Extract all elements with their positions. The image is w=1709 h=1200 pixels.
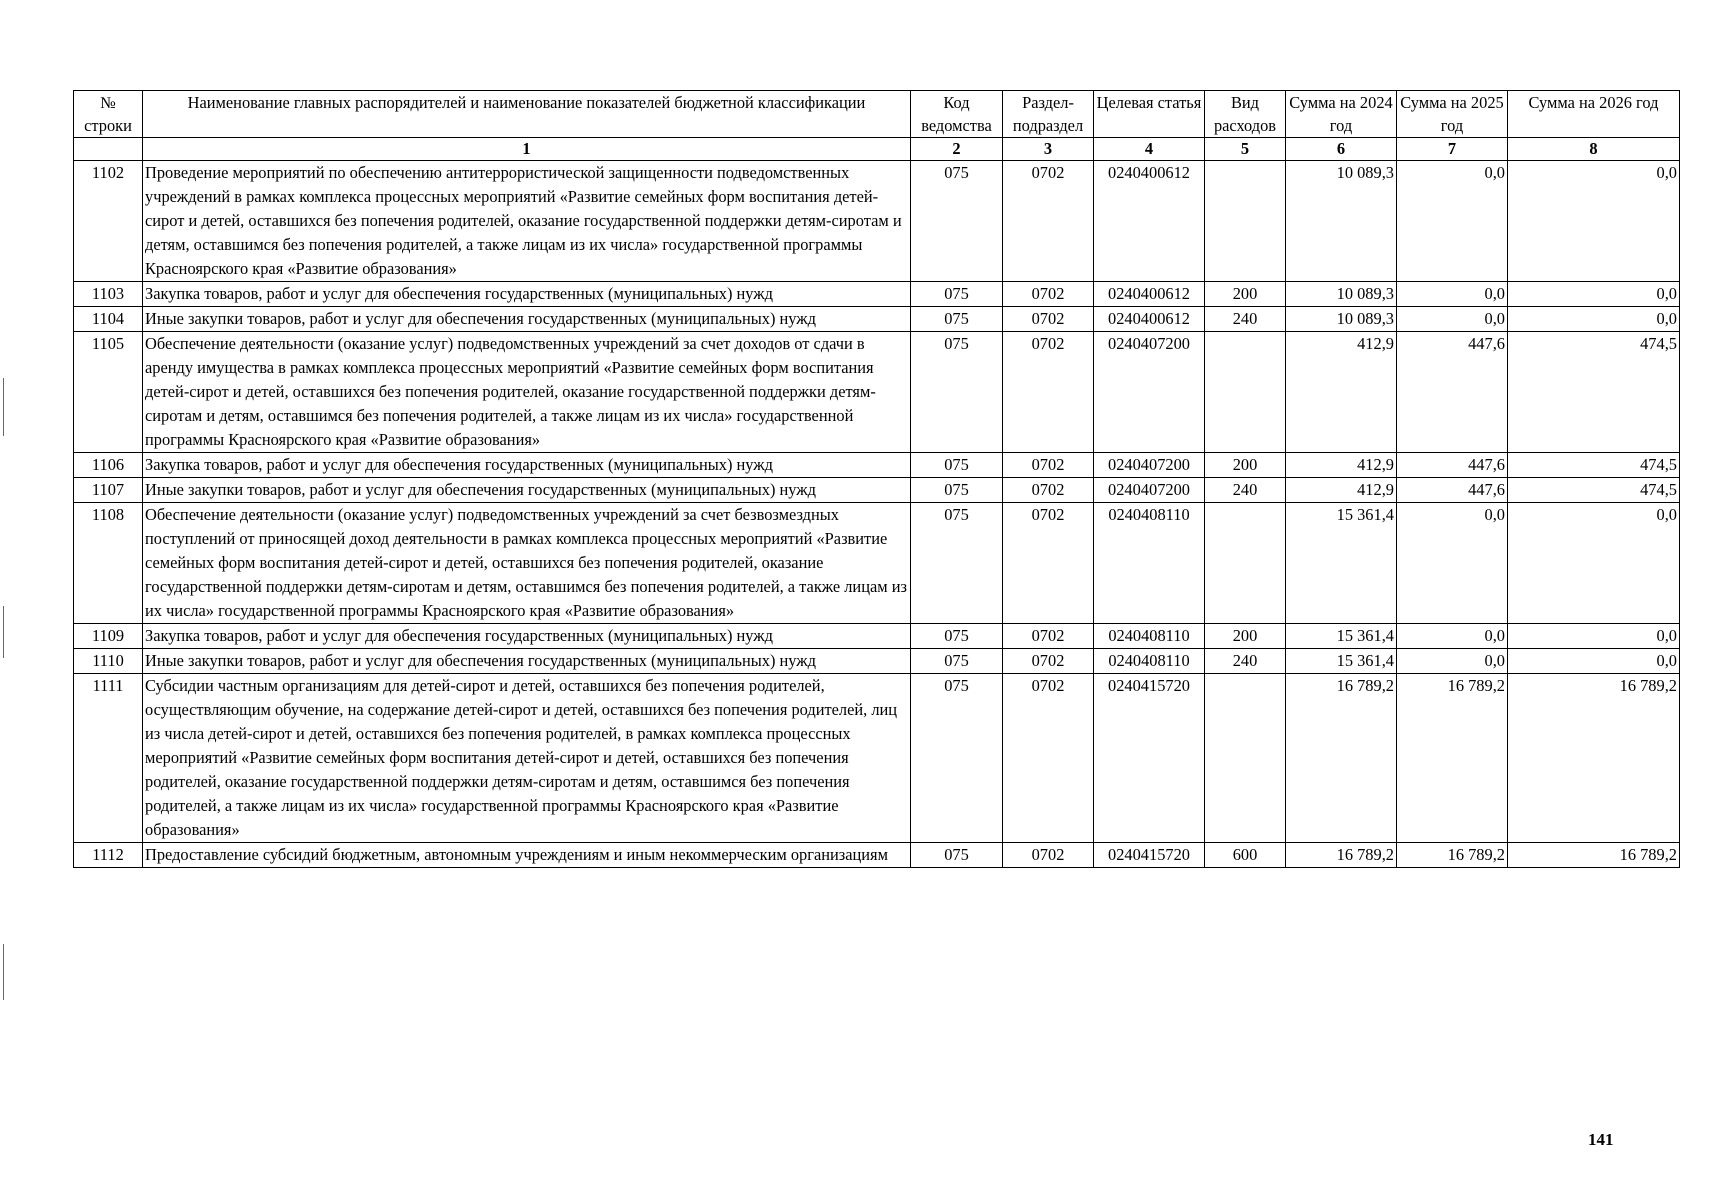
sum-2026-cell: 474,5: [1508, 453, 1680, 478]
section-cell: 0702: [1003, 478, 1094, 503]
sum-2024-cell: 10 089,3: [1286, 161, 1397, 282]
table-row: [74, 843, 1680, 868]
dept-code-cell: 075: [911, 307, 1003, 332]
section-cell: 0702: [1003, 161, 1094, 282]
row-number-cell: 1107: [74, 478, 143, 503]
target-cell: 0240407200: [1094, 453, 1205, 478]
row-number-cell: 1106: [74, 453, 143, 478]
sum-2025-cell: 0,0: [1397, 624, 1508, 649]
name-cell: Закупка товаров, работ и услуг для обеспечения государственных (муниципальных) нужд: [143, 624, 911, 649]
sum-2024-cell: 412,9: [1286, 332, 1397, 453]
sum-2025-cell: 0,0: [1397, 503, 1508, 624]
column-number: 3: [1003, 138, 1094, 161]
dept-code-cell: 075: [911, 624, 1003, 649]
dept-code-cell: 075: [911, 649, 1003, 674]
sum-2026-cell: 16 789,2: [1508, 843, 1680, 868]
target-cell: 0240400612: [1094, 161, 1205, 282]
column-number: 6: [1286, 138, 1397, 161]
target-cell: 0240400612: [1094, 307, 1205, 332]
expense-type-cell: 200: [1205, 282, 1286, 307]
column-number-row: [74, 138, 1680, 161]
sum-2024-cell: 412,9: [1286, 453, 1397, 478]
expense-type-cell: 240: [1205, 478, 1286, 503]
sum-2024-cell: 15 361,4: [1286, 649, 1397, 674]
table-row: [74, 478, 1680, 503]
section-cell: 0702: [1003, 453, 1094, 478]
target-cell: 0240408110: [1094, 503, 1205, 624]
header-sum-2025: Сумма на 2025 год: [1397, 91, 1508, 138]
dept-code-cell: 075: [911, 674, 1003, 843]
sum-2025-cell: 0,0: [1397, 161, 1508, 282]
row-number-cell: 1108: [74, 503, 143, 624]
row-number-cell: 1102: [74, 161, 143, 282]
row-number-cell: 1103: [74, 282, 143, 307]
row-number-cell: 1110: [74, 649, 143, 674]
expense-type-cell: [1205, 503, 1286, 624]
sum-2024-cell: 15 361,4: [1286, 624, 1397, 649]
name-cell: Закупка товаров, работ и услуг для обеспечения государственных (муниципальных) нужд: [143, 453, 911, 478]
margin-tick: [3, 378, 4, 436]
sum-2025-cell: 447,6: [1397, 332, 1508, 453]
row-number-cell: 1111: [74, 674, 143, 843]
table-row: [74, 624, 1680, 649]
margin-tick: [3, 606, 4, 658]
dept-code-cell: 075: [911, 453, 1003, 478]
name-cell: Обеспечение деятельности (оказание услуг) подведомственных учреждений за счет безвозмездных поступлений от приносящей доход деятельности в рамках комплекса процессных мероприятий «Развитие семейных форм воспитания детей-сирот и детей, оставшихся без попечения родителей, оказание государственной поддержки детям-сиротам и детям, оставшимся без попечения родителей, а также лицам из их числа» государственной программы Красноярского края «Развитие образования»: [143, 503, 911, 624]
name-cell: Обеспечение деятельности (оказание услуг) подведомственных учреждений за счет доходов от сдачи в аренду имущества в рамках комплекса процессных мероприятий «Развитие семейных форм воспитания детей-сирот и детей, оставшихся без попечения родителей, оказание государственной поддержки детям-сиротам и детям, оставшимся без попечения родителей, а также лицам из их числа» государственной программы Красноярского края «Развитие образования»: [143, 332, 911, 453]
sum-2025-cell: 0,0: [1397, 307, 1508, 332]
sum-2024-cell: 15 361,4: [1286, 503, 1397, 624]
sum-2024-cell: 10 089,3: [1286, 307, 1397, 332]
target-cell: 0240415720: [1094, 674, 1205, 843]
target-cell: 0240415720: [1094, 843, 1205, 868]
header-row: [74, 91, 1680, 138]
target-cell: 0240407200: [1094, 478, 1205, 503]
sum-2025-cell: 16 789,2: [1397, 674, 1508, 843]
header-expense-type: Вид расходов: [1205, 91, 1286, 138]
table-row: [74, 674, 1680, 843]
row-number-cell: 1105: [74, 332, 143, 453]
name-cell: Закупка товаров, работ и услуг для обеспечения государственных (муниципальных) нужд: [143, 282, 911, 307]
header-section: Раздел-подраздел: [1003, 91, 1094, 138]
row-number-cell: 1109: [74, 624, 143, 649]
budget-table-container: [73, 90, 1679, 868]
column-number: 1: [143, 138, 911, 161]
page-number: 141: [1588, 1130, 1614, 1149]
table-row: [74, 307, 1680, 332]
sum-2025-cell: 16 789,2: [1397, 843, 1508, 868]
column-number: 2: [911, 138, 1003, 161]
header-row-number: № строки: [74, 91, 143, 138]
name-cell: Иные закупки товаров, работ и услуг для обеспечения государственных (муниципальных) нужд: [143, 307, 911, 332]
row-number-cell: 1112: [74, 843, 143, 868]
dept-code-cell: 075: [911, 843, 1003, 868]
section-cell: 0702: [1003, 649, 1094, 674]
table-row: [74, 332, 1680, 453]
name-cell: Субсидии частным организациям для детей-сирот и детей, оставшихся без попечения родителей, осуществляющим обучение, на содержание детей-сирот и детей, оставшихся без попечения родителей, лиц из числа детей-сирот и детей, оставшихся без попечения родителей, в рамках комплекса процессных мероприятий «Развитие семейных форм воспитания детей-сирот и детей, оставшихся без попечения родителей, оказание государственной поддержки детям-сиротам и детям, оставшимся без попечения родителей, а также лицам из их числа» государственной программы Красноярского края «Развитие образования»: [143, 674, 911, 843]
row-number-cell: 1104: [74, 307, 143, 332]
dept-code-cell: 075: [911, 503, 1003, 624]
table-row: [74, 453, 1680, 478]
header-dept-code: Код ведомства: [911, 91, 1003, 138]
header-name: Наименование главных распорядителей и наименование показателей бюджетной классификации: [143, 91, 911, 138]
sum-2026-cell: 0,0: [1508, 307, 1680, 332]
header-target: Целевая статья: [1094, 91, 1205, 138]
sum-2026-cell: 474,5: [1508, 332, 1680, 453]
expense-type-cell: 200: [1205, 624, 1286, 649]
target-cell: 0240407200: [1094, 332, 1205, 453]
target-cell: 0240400612: [1094, 282, 1205, 307]
margin-tick: [3, 944, 4, 1000]
expense-type-cell: 600: [1205, 843, 1286, 868]
sum-2024-cell: 16 789,2: [1286, 843, 1397, 868]
sum-2024-cell: 10 089,3: [1286, 282, 1397, 307]
expense-type-cell: [1205, 674, 1286, 843]
expense-type-cell: 240: [1205, 649, 1286, 674]
dept-code-cell: 075: [911, 161, 1003, 282]
sum-2024-cell: 412,9: [1286, 478, 1397, 503]
section-cell: 0702: [1003, 674, 1094, 843]
sum-2026-cell: 0,0: [1508, 624, 1680, 649]
table-row: [74, 649, 1680, 674]
dept-code-cell: 075: [911, 282, 1003, 307]
expense-type-cell: [1205, 161, 1286, 282]
header-sum-2026: Сумма на 2026 год: [1508, 91, 1680, 138]
expense-type-cell: [1205, 332, 1286, 453]
expense-type-cell: 200: [1205, 453, 1286, 478]
table-row: [74, 161, 1680, 282]
sum-2026-cell: 0,0: [1508, 161, 1680, 282]
sum-2025-cell: 0,0: [1397, 649, 1508, 674]
dept-code-cell: 075: [911, 478, 1003, 503]
table-body: [74, 161, 1680, 868]
dept-code-cell: 075: [911, 332, 1003, 453]
expense-type-cell: 240: [1205, 307, 1286, 332]
header-sum-2024: Сумма на 2024 год: [1286, 91, 1397, 138]
target-cell: 0240408110: [1094, 624, 1205, 649]
section-cell: 0702: [1003, 503, 1094, 624]
name-cell: Иные закупки товаров, работ и услуг для обеспечения государственных (муниципальных) нужд: [143, 649, 911, 674]
section-cell: 0702: [1003, 282, 1094, 307]
column-number: 5: [1205, 138, 1286, 161]
sum-2026-cell: 0,0: [1508, 503, 1680, 624]
sum-2026-cell: 0,0: [1508, 649, 1680, 674]
budget-table: [73, 90, 1680, 868]
name-cell: Предоставление субсидий бюджетным, автономным учреждениям и иным некоммерческим организациям: [143, 843, 911, 868]
table-row: [74, 503, 1680, 624]
sum-2026-cell: 0,0: [1508, 282, 1680, 307]
column-number: 8: [1508, 138, 1680, 161]
section-cell: 0702: [1003, 307, 1094, 332]
sum-2025-cell: 447,6: [1397, 453, 1508, 478]
section-cell: 0702: [1003, 624, 1094, 649]
sum-2026-cell: 16 789,2: [1508, 674, 1680, 843]
sum-2025-cell: 447,6: [1397, 478, 1508, 503]
sum-2025-cell: 0,0: [1397, 282, 1508, 307]
column-number: [74, 138, 143, 161]
section-cell: 0702: [1003, 332, 1094, 453]
sum-2026-cell: 474,5: [1508, 478, 1680, 503]
name-cell: Проведение мероприятий по обеспечению антитеррористической защищенности подведомственных учреждений в рамках комплекса процессных мероприятий «Развитие семейных форм воспитания детей-сирот и детей, оставшихся без попечения родителей, оказание государственной поддержки детям-сиротам и детям, оставшимся без попечения родителей, а также лицам из их числа» государственной программы Красноярского края «Развитие образования»: [143, 161, 911, 282]
column-number: 7: [1397, 138, 1508, 161]
sum-2024-cell: 16 789,2: [1286, 674, 1397, 843]
table-row: [74, 282, 1680, 307]
target-cell: 0240408110: [1094, 649, 1205, 674]
column-number: 4: [1094, 138, 1205, 161]
section-cell: 0702: [1003, 843, 1094, 868]
name-cell: Иные закупки товаров, работ и услуг для обеспечения государственных (муниципальных) нужд: [143, 478, 911, 503]
